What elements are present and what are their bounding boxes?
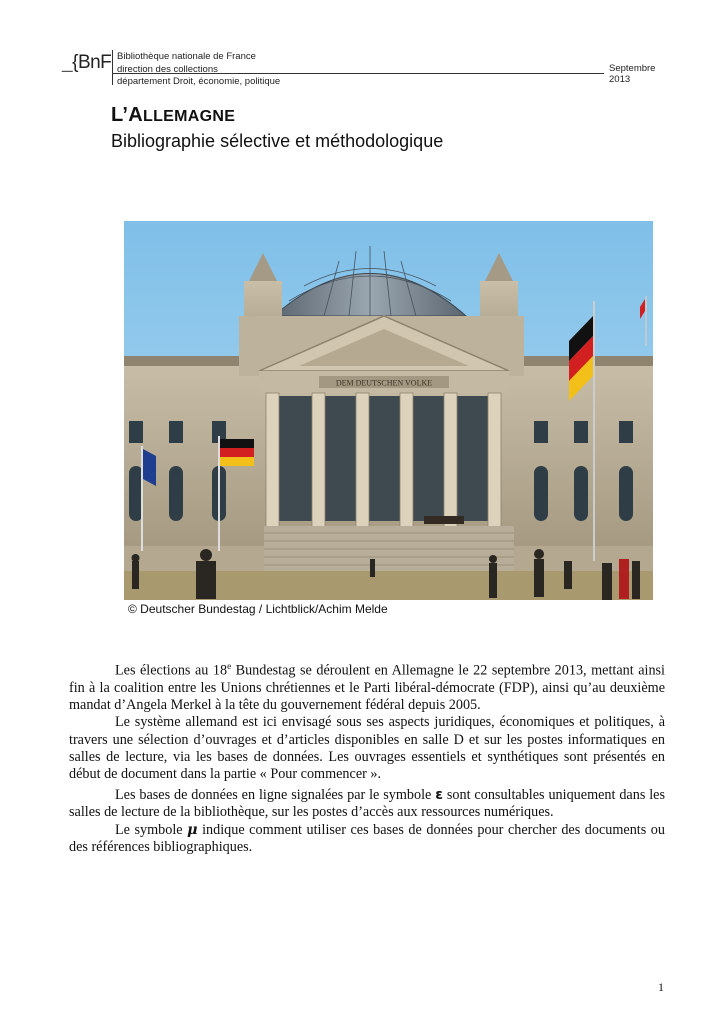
header-line-3: département Droit, économie, politique	[117, 76, 281, 87]
p4-part-a: Le symbole	[115, 821, 188, 838]
p1-part-a: Les élections au 18	[115, 662, 228, 679]
mu-icon: μ	[187, 821, 198, 838]
header-line-2: direction des collections	[117, 63, 218, 75]
reichstag-photo	[124, 221, 653, 600]
page-subtitle: Bibliographie sélective et méthodologique	[111, 131, 444, 151]
p3-part-a: Les bases de données en ligne signalées par le symbole	[115, 787, 436, 804]
paragraph-3	[69, 787, 665, 821]
paragraph-4	[69, 822, 665, 856]
page-title	[111, 104, 235, 127]
intro-text	[69, 658, 665, 856]
p3-part-b: sont consultables uniquement dans les salles de lecture de la bibliothèque, sur les postes d’accès aux ressources numériques.	[69, 787, 665, 821]
header-line-1: Bibliothèque nationale de France	[117, 51, 256, 62]
p4-part-b: indique comment utiliser ces bases de données pour chercher des documents ou des références bibliographiques.	[69, 821, 665, 855]
photo-inscription: DEM DEUTSCHEN VOLKE	[335, 378, 433, 388]
header-vertical-rule	[112, 50, 113, 85]
header-date	[609, 63, 655, 85]
p1-superscript: e	[227, 661, 232, 671]
header-year: 2013	[609, 74, 631, 85]
title-first: L’A	[111, 104, 144, 126]
header-month: Septembre	[609, 63, 656, 74]
header-institution	[117, 51, 280, 89]
paragraph-1	[69, 658, 665, 714]
bnf-logo: _{BnF	[62, 52, 112, 73]
bnf-logo-text: BnF	[77, 52, 112, 73]
p1-part-b: Bundestag se déroulent en Allemagne le 22 septembre 2013, mettant ainsi fin à la coalition entre les Unions chrétiennes et le Parti libéral-démocrate (FDP), ainsi qu’au deuxième mandat d’Angela Merkel à la tête du gouvernement fédéral depuis 2005.	[69, 662, 665, 714]
photo-caption: © Deutscher Bundestag / Lichtblick/Achim Melde	[128, 602, 388, 616]
title-rest: LLEMAGNE	[143, 108, 236, 125]
epsilon-icon: ε	[435, 787, 443, 804]
page-number: 1	[658, 980, 664, 994]
paragraph-2: Le système allemand est ici envisagé sous ses aspects juridiques, économiques et politiques, à travers une sélection d’ouvrages et d’articles disponibles en salle D et sur les postes informatiques en salles de lecture, via les bases de données. Les ouvrages essentiels et synthétiques sont présentés en début de document dans la partie « Pour commencer ».	[69, 714, 665, 782]
